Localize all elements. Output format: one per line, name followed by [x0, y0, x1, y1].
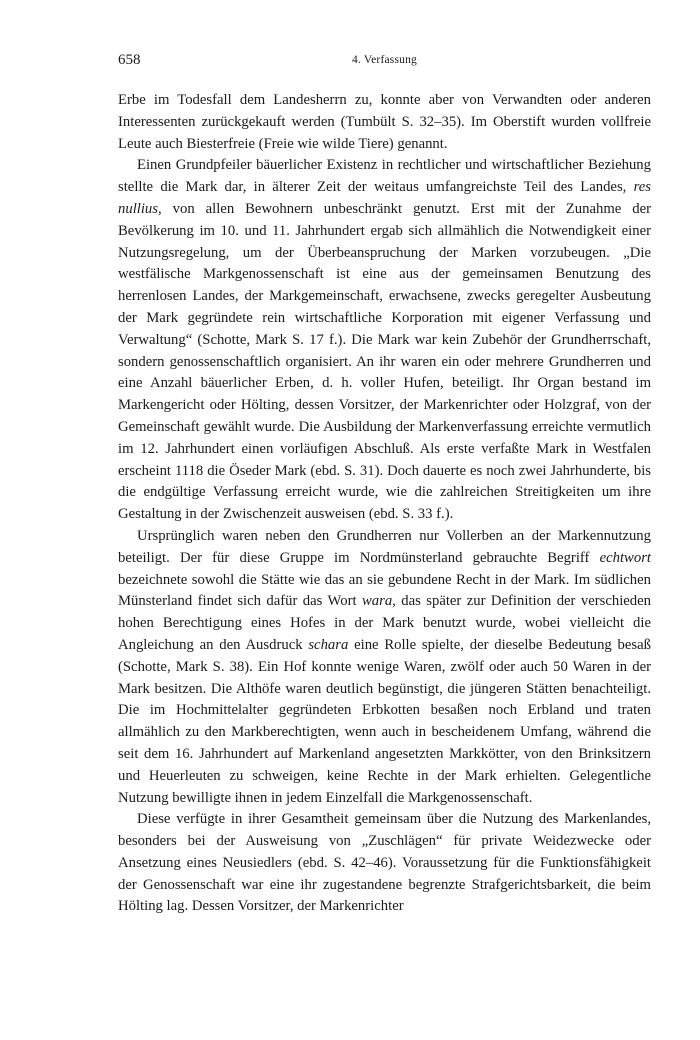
running-head [118, 50, 651, 70]
text-run: Erbe im Todesfall dem Landesherrn zu, konnte aber von Verwandten oder anderen Interessenten zurückgekauft werden (Tumbült S. 32–35). Im Oberstift wurden vollfreie Leute auch Biesterfreie (Freie wie wilde Tiere) genannt. [118, 92, 651, 152]
paragraph-4 [118, 809, 651, 918]
body-text [118, 90, 651, 918]
text-run: , das später zur Definition der verschieden hohen Berechtigung eines Hofes in der Mark benutzt wurde, wobei vielleicht die Angleichung an den Ausdruck [118, 593, 652, 653]
italic-term: echtwort [599, 549, 651, 566]
page-number: 658 [118, 52, 141, 68]
text-run: Ursprünglich waren neben den Grundherren nur Vollerben an der Markennutzung beteiligt. Der für diese Gruppe im Nordmünsterland gebrauchte Begriff [118, 527, 651, 566]
italic-term: res nullius [118, 179, 651, 217]
paragraph-1 [118, 90, 651, 155]
text-run: , von allen Bewohnern unbeschränkt genutzt. Erst mit der Zunahme der Bevölkerung im 10. und 11. Jahrhundert ergab sich allmählich die Notwendigkeit einer Nutzungsregelung, um der Überbeanspruchung der Marken vorzubeugen. „Die westfälische Markgenossenschaft ist eine aus der gemeinsamen Benutzung des herrenlosen Landes, der Markgemeinschaft, erwachsene, zwecks geregelter Ausbeutung der Mark gegründete rein wirtschaftliche Korporation mit eigener Verfassung und Verwaltung“ (Schotte, Mark S. 17 f.). Die Mark war kein Zubehör der Grundherrschaft, sondern genossenschaftlich organisiert. An ihr waren ein oder mehrere Grundherren und eine Anzahl bäuerlicher Erben, d. h. voller Hufen, beteiligt. Ihr Organ bestand im Markengericht oder Hölting, dessen Vorsitzer, der Markenrichter oder Holzgraf, von der Gemeinschaft gewählt wurde. Die Ausbildung der Markenverfassung erreichte vermutlich im 12. Jahrhundert einen vorläufigen Abschluß. Als erste verfaßte Mark in Westfalen erscheint 1118 die Öseder Mark (ebd. S. 31). Doch dauerte es noch zwei Jahrhunderte, bis die endgültige Verfassung erreicht wurde, wie die zahlreichen Streitigkeiten um ihre Gestaltung in der Zwischenzeit ausweisen (ebd. S. 33 f.). [118, 200, 651, 523]
italic-term: schara [308, 636, 349, 653]
text-run: Einen Grundpfeiler bäuerlicher Existenz in rechtlicher und wirtschaftlicher Beziehung stellte die Mark dar, in älterer Zeit der weitaus umfangreichste Teil des Landes, [118, 157, 651, 196]
text-run: bezeichnete sowohl die Stätte wie das an sie gebundene Recht in der Mark. Im südlichen Münsterland findet sich dafür das Wort [118, 571, 651, 610]
book-page [118, 50, 651, 918]
italic-term: wara [361, 593, 393, 610]
section-title: 4. Verfassung [352, 54, 417, 66]
text-run: eine Rolle spielte, der dieselbe Bedeutung besaß (Schotte, Mark S. 38). Ein Hof konnte wenige Waren, zwölf oder auch 50 Waren in der Mark besitzen. Die Althöfe waren deutlich begünstigt, die jüngeren Stätten benachteiligt. Die im Hochmittelalter gegründeten Erbkotten besaßen noch Erbland und traten allmählich zu den Markberechtigten, wenn auch in bescheidenem Umfang, während die seit dem 16. Jahrhundert auf Markenland angesetzten Markkötter, von den Brinksitzern und Heuerleuten zu schweigen, keine Rechte in der Mark erhielten. Gelegentliche Nutzung bewilligte ihnen in jedem Einzelfall die Markgenossenschaft. [118, 636, 651, 806]
paragraph-3 [118, 526, 651, 809]
text-run: Diese verfügte in ihrer Gesamtheit gemeinsam über die Nutzung des Markenlandes, besonders bei der Ausweisung von „Zuschlägen“ für private Weidezwecke oder Ansetzung eines Neusiedlers (ebd. S. 42–46). Voraussetzung für die Funktionsfähigkeit der Genossenschaft war eine ihr zugestandene begrenzte Strafgerichtsbarkeit, die beim Hölting lag. Dessen Vorsitzer, der Markenrichter [118, 811, 651, 915]
paragraph-2 [118, 155, 651, 526]
